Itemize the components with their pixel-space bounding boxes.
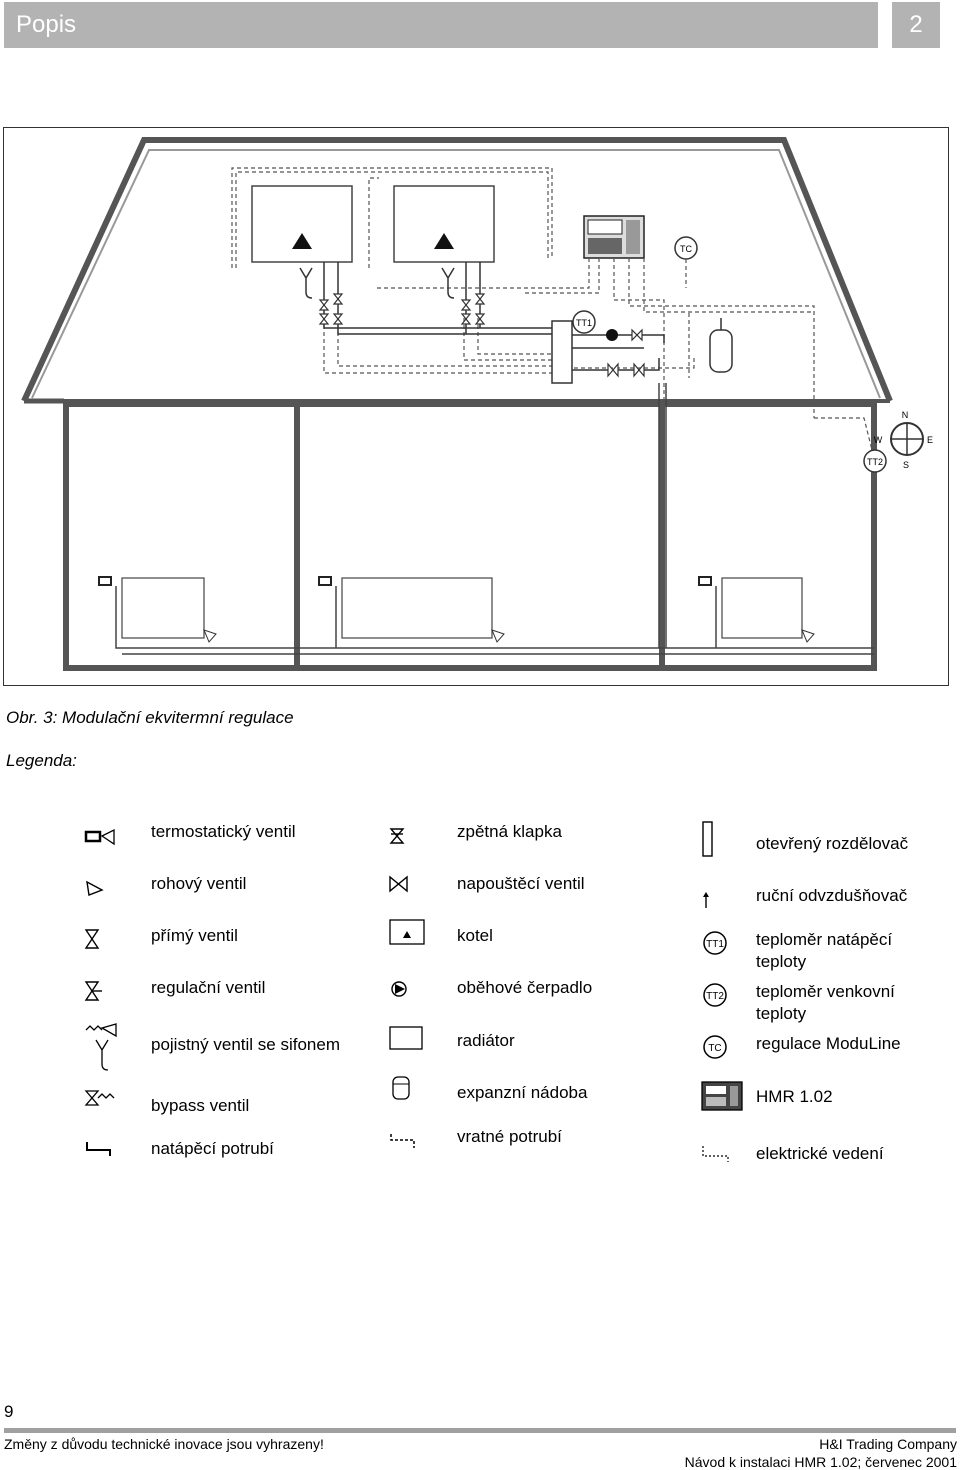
legend-item-label: termostatický ventil (151, 822, 296, 841)
legend-item-label: oběhové čerpadlo (457, 978, 593, 997)
boiler-1 (252, 186, 352, 262)
tt2-icon (700, 982, 732, 1008)
thermostatic-valve-icon (84, 826, 120, 848)
radiator-2 (319, 577, 504, 648)
expansion-tank (710, 318, 732, 372)
tc-sensor (675, 237, 697, 259)
tt2-sensor (864, 450, 886, 472)
chapter-number: 2 (892, 2, 940, 48)
legend-item-label: radiátor (457, 1031, 515, 1050)
hmr-module-icon (700, 1080, 744, 1112)
straight-valve-icon (84, 928, 100, 950)
return-pipe-icon (388, 1130, 420, 1152)
legend-item-label: HMR 1.02 (756, 1087, 833, 1106)
legend-item-label: elektrické vedení (756, 1144, 884, 1163)
circulation-pump (606, 329, 618, 341)
angle-valve-icon (84, 878, 106, 898)
svg-text:TT1: TT1 (575, 318, 593, 328)
boiler-icon (388, 918, 426, 946)
fill-valve-icon (388, 874, 410, 894)
expansion-tank-icon (390, 1074, 412, 1102)
safety-valve-icon (84, 1022, 124, 1074)
svg-text:TT2: TT2 (866, 457, 884, 467)
house-schematic (4, 128, 948, 685)
legend-item-label: expanzní nádoba (457, 1083, 588, 1102)
heating-schematic-figure (3, 127, 949, 686)
svg-text:TT2: TT2 (706, 991, 724, 1002)
svg-text:S: S (902, 460, 910, 470)
footer-divider (4, 1428, 956, 1433)
svg-text:N: N (901, 410, 909, 420)
legend-item-label: regulace ModuLine (756, 1034, 901, 1053)
check-valve-icon (388, 826, 406, 846)
legend-item-label: vratné potrubí (457, 1127, 562, 1146)
footer-document-info: Návod k instalaci HMR 1.02; červenec 2001 (684, 1454, 957, 1470)
bypass-valve-icon (84, 1088, 118, 1108)
manifold (552, 321, 572, 383)
supply-pipe-icon (84, 1138, 114, 1158)
footer-company: H&I Trading Company (819, 1436, 957, 1452)
legend-item-label: pojistný ventil se sifonem (151, 1035, 340, 1054)
legend-item-label: zpětná klapka (457, 822, 562, 841)
legend-item-label: napouštěcí ventil (457, 874, 585, 893)
manifold-icon (700, 820, 716, 858)
figure-caption: Obr. 3: Modulační ekvitermní regulace (6, 708, 294, 727)
legend-item-label: kotel (457, 926, 493, 945)
legend-item-label: bypass ventil (151, 1096, 250, 1115)
legend-item-label: rohový ventil (151, 874, 247, 893)
electric-line-icon (700, 1142, 732, 1164)
radiator-1 (99, 577, 216, 648)
tt1-sensor (573, 311, 595, 333)
page-number: 9 (4, 1402, 14, 1421)
legend-title: Legenda: (6, 751, 77, 770)
legend-item-label: přímý ventil (151, 926, 238, 945)
radiator-icon (388, 1025, 424, 1051)
legend-item-label: regulační ventil (151, 978, 266, 997)
legend-item-label: natápěcí potrubí (151, 1139, 274, 1158)
control-valve-icon (84, 980, 104, 1002)
footer-note: Změny z důvodu technické inovace jsou vyhrazeny! (4, 1436, 324, 1452)
legend-item-label: ruční odvzdušňovač (756, 886, 908, 905)
svg-text:W: W (873, 435, 883, 445)
radiator-3 (699, 577, 814, 648)
tc-icon (700, 1034, 732, 1060)
svg-text:TT1: TT1 (706, 939, 724, 950)
pump-icon (390, 980, 408, 998)
legend-item-label: teploměr venkovní teploty (756, 982, 895, 1023)
svg-text:TC: TC (680, 244, 692, 254)
legend-item-label: teploměr natápěcí teploty (756, 930, 893, 971)
svg-text:E: E (926, 435, 934, 445)
boiler-2 (394, 186, 494, 262)
hmr-controller (584, 216, 644, 258)
air-vent-icon (700, 890, 712, 910)
tt1-icon (700, 930, 732, 956)
section-title: Popis (4, 2, 878, 48)
legend-item-label: otevřený rozdělovač (756, 834, 909, 853)
svg-text:TC: TC (708, 1043, 722, 1054)
